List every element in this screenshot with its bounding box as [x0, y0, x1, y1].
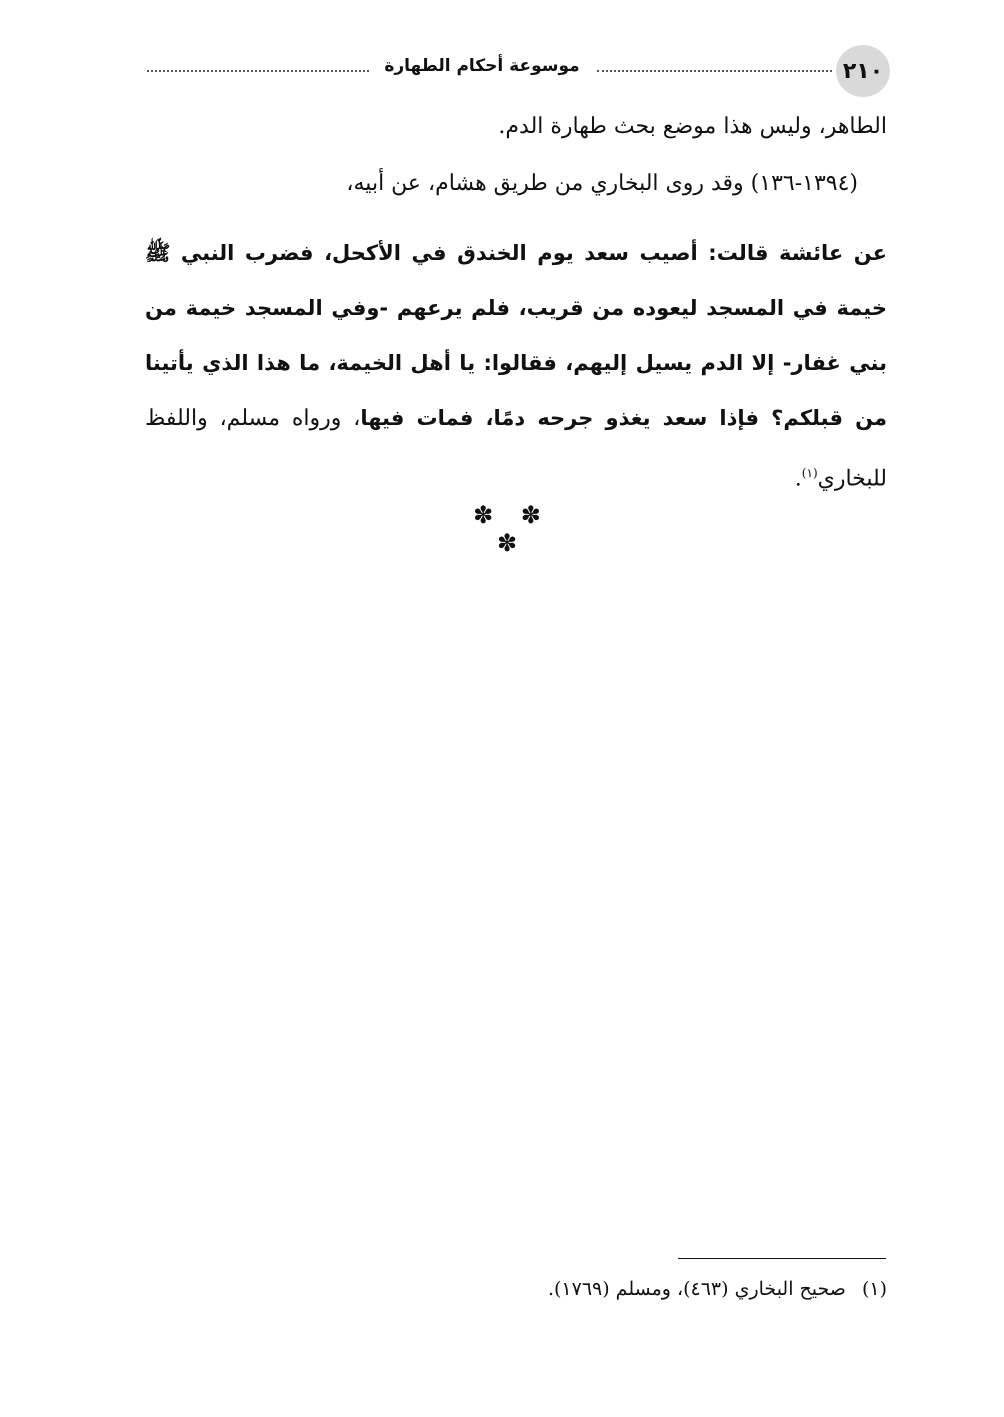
footnote-marker: (١)	[861, 1278, 887, 1300]
footnote-text: صحيح البخاري (٤٦٣)، ومسلم (١٧٦٩).	[547, 1278, 846, 1300]
body-line-1: الطاهر، وليس هذا موضع بحث طهارة الدم.	[498, 114, 887, 139]
page-header	[145, 45, 890, 97]
hadith-paragraph	[145, 226, 887, 506]
body-line-2: (١٣٩٤-١٣٦) وقد روى البخاري من طريق هشام، عن أبيه،	[346, 171, 858, 196]
section-separator-ornament: ✽ ✽ ✽	[473, 501, 551, 557]
header-dotted-leader-left	[147, 70, 369, 72]
header-dotted-leader-right	[597, 70, 832, 72]
hadith-source-text: ، ورواه مسلم، واللفظ للبخاري	[145, 406, 887, 492]
footnote-item	[145, 1278, 887, 1300]
end-period: .	[794, 466, 802, 492]
footnote-divider	[678, 1258, 886, 1259]
footnote-reference[interactable]: (١)	[801, 466, 818, 480]
page-number-badge: ٢١٠	[836, 45, 890, 97]
hadith-text: عن عائشة قالت: أصيب سعد يوم الخندق في الأكحل، فضرب النبي ﷺ خيمة في المسجد ليعوده من قريب، فلم يرعهم -وفي المسجد خيمة من بني غفار- إلا الدم يسيل إليهم، فقالوا: يا أهل الخيمة، ما هذا الذي يأتينا من قبلكم؟ فإذا سعد يغذو جرحه دمًا، فمات فيها	[145, 241, 887, 430]
running-title: موسوعة أحكام الطهارة	[384, 56, 580, 76]
